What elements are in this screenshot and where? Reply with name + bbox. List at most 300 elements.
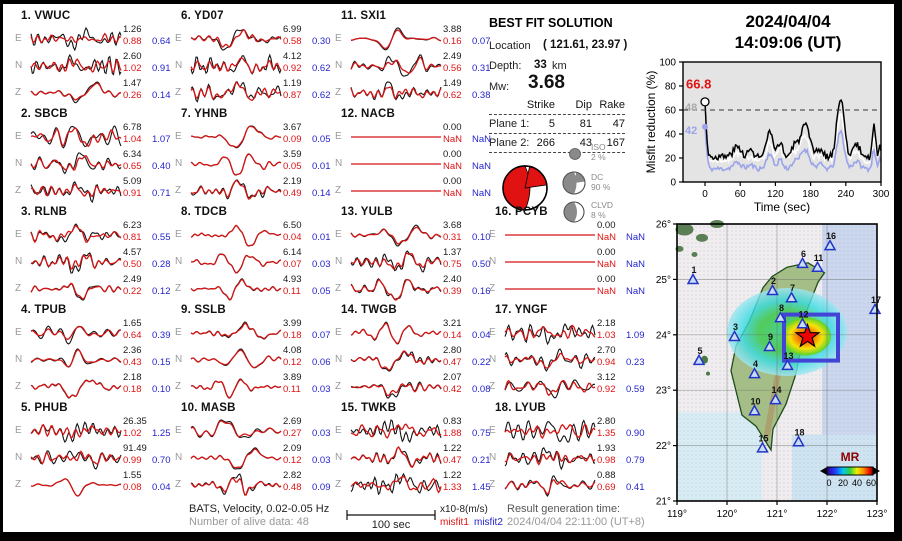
- component-label: Z: [15, 87, 22, 98]
- trace-row: [485, 418, 643, 445]
- trace-amplitude: 6.50: [283, 220, 302, 231]
- waveform-plot: [191, 472, 281, 498]
- trace-amplitude: 2.40: [443, 274, 462, 285]
- svg-text:21°: 21°: [655, 496, 671, 508]
- waveform-plot: [505, 249, 595, 275]
- trace-amplitude: 3.89: [283, 372, 302, 383]
- trace-row: [171, 320, 329, 347]
- trace-row: [331, 276, 489, 303]
- waveform-plot: [351, 53, 441, 79]
- misfit2-value: 0.55: [152, 231, 171, 243]
- best-fit-title: BEST FIT SOLUTION: [489, 16, 613, 30]
- svg-text:18: 18: [794, 427, 805, 438]
- misfit1-value: 0.07: [283, 258, 302, 270]
- trace-row: [11, 347, 169, 374]
- svg-text:20: 20: [664, 153, 676, 165]
- misfit1-value: 0.11: [283, 285, 301, 297]
- depth-value: 33: [534, 59, 547, 71]
- svg-text:121°: 121°: [766, 509, 788, 520]
- svg-text:0: 0: [702, 189, 708, 200]
- svg-text:5: 5: [697, 345, 703, 356]
- misfit2-value: NaN: [472, 160, 492, 172]
- misfit2-value: 0.08: [472, 383, 491, 395]
- station-panel: [331, 108, 492, 205]
- misfit2-value: 1.09: [626, 329, 645, 341]
- svg-text:10: 10: [750, 396, 761, 407]
- misfit2-value: 0.50: [472, 258, 491, 270]
- component-label: N: [335, 256, 343, 267]
- trace-amplitude: 2.49: [123, 274, 142, 285]
- svg-text:16: 16: [825, 231, 837, 242]
- misfit2-value: 0.21: [472, 454, 491, 466]
- misfit2-value: 0.05: [312, 285, 331, 297]
- misfit2-value: 0.16: [472, 285, 491, 297]
- station-map: [651, 214, 897, 526]
- svg-text:Time (sec): Time (sec): [753, 200, 811, 214]
- waveform-plot: [191, 347, 281, 373]
- misfit1-value: 0.92: [283, 62, 302, 74]
- misfit1-value: 1.33: [443, 481, 462, 493]
- misfit2-value: 0.28: [152, 258, 171, 270]
- misfit2-value: 0.03: [312, 383, 331, 395]
- waveform-plot: [351, 418, 441, 444]
- trace-row: [171, 418, 329, 445]
- waveform-plot: [191, 374, 281, 400]
- amplitude-units: x10-8(m/s): [440, 504, 488, 515]
- trace-row: [11, 418, 169, 445]
- table-header-dip: Dip: [575, 99, 592, 111]
- misfit1-value: NaN: [597, 231, 617, 243]
- misfit1-value: 0.65: [123, 160, 142, 172]
- component-label: N: [335, 452, 343, 463]
- misfit2-value: 1.07: [152, 133, 171, 145]
- misfit2-value: 0.59: [626, 383, 645, 395]
- misfit1-value: 0.18: [123, 383, 142, 395]
- trace-row: [11, 249, 169, 276]
- trace-amplitude: 4.12: [283, 51, 302, 62]
- waveform-plot: [351, 276, 441, 302]
- dc-ball-icon: [559, 168, 589, 198]
- waveform-plot: [191, 53, 281, 79]
- waveform-plot: [351, 374, 441, 400]
- waveform-plot: [351, 347, 441, 373]
- svg-text:12: 12: [798, 309, 809, 320]
- trace-row: [11, 26, 169, 53]
- misfit2-value: 0.40: [152, 160, 171, 172]
- plane2-label: Plane 2:: [489, 137, 530, 149]
- svg-text:11: 11: [813, 252, 824, 263]
- trace-amplitude: 3.68: [443, 220, 462, 231]
- table-header-strike: Strike: [526, 99, 555, 111]
- component-label: E: [175, 131, 182, 142]
- component-label: Z: [175, 185, 182, 196]
- waveform-plot: [31, 320, 121, 346]
- trace-amplitude: 2.19: [283, 176, 302, 187]
- station-panel: [485, 402, 643, 499]
- misfit1-value: 0.62: [443, 89, 462, 101]
- station-title: 3. RLNB: [21, 206, 68, 218]
- trace-row: [331, 26, 489, 53]
- station-title: 6. YD07: [181, 10, 224, 22]
- mw-label: Mw:: [489, 81, 510, 93]
- misfit1-value: 0.48: [283, 481, 302, 493]
- trace-amplitude: 0.00: [597, 220, 616, 231]
- waveform-plot: [31, 472, 121, 498]
- component-label: N: [15, 452, 23, 463]
- trace-amplitude: 1.65: [123, 318, 142, 329]
- trace-amplitude: 4.93: [283, 274, 302, 285]
- station-panel: [331, 206, 489, 303]
- waveform-plot: [31, 418, 121, 444]
- trace-row: [331, 374, 489, 401]
- trace-row: [11, 320, 169, 347]
- trace-amplitude: 91.49: [123, 443, 147, 454]
- trace-row: [331, 122, 492, 151]
- misfit1-value: 1.88: [443, 427, 462, 439]
- misfit2-value: 0.07: [312, 329, 331, 341]
- waveform-plot: [505, 445, 595, 471]
- component-label: Z: [489, 381, 496, 392]
- mw-value: 3.68: [528, 72, 565, 93]
- misfit1-value: 0.81: [123, 231, 142, 243]
- misfit2-value: 1.45: [472, 481, 491, 493]
- svg-text:20: 20: [837, 478, 849, 488]
- plane1-rake: 47: [612, 118, 625, 130]
- trace-row: [331, 53, 489, 80]
- misfit1-value: 0.98: [597, 454, 616, 466]
- svg-text:40: 40: [664, 129, 676, 141]
- svg-text:15: 15: [758, 433, 769, 444]
- misfit1-value: 0.18: [283, 329, 302, 341]
- component-label: E: [175, 33, 182, 44]
- misfit1-value: NaN: [443, 187, 463, 199]
- trace-row: [331, 472, 489, 499]
- waveform-plot: [31, 26, 121, 52]
- station-title: 12. NACB: [341, 108, 396, 120]
- trace-row: [11, 374, 169, 401]
- table-header-rake: Rake: [599, 99, 625, 111]
- trace-amplitude: 26.35: [123, 416, 147, 427]
- trace-amplitude: 1.55: [123, 470, 142, 481]
- trace-amplitude: 0.00: [597, 274, 616, 285]
- station-panel: [485, 304, 643, 401]
- station-title: 17. YNGF: [495, 304, 548, 316]
- plane1-label: Plane 1:: [489, 118, 530, 130]
- misfit1-value: NaN: [597, 258, 617, 270]
- station-panel: [331, 304, 489, 401]
- component-label: Z: [15, 381, 22, 392]
- misfit2-value: 0.90: [626, 427, 645, 439]
- svg-text:60: 60: [865, 478, 877, 488]
- waveform-plot: [31, 374, 121, 400]
- misfit2-value: 0.03: [312, 427, 331, 439]
- trace-amplitude: 0.83: [443, 416, 462, 427]
- misfit2-value: 0.22: [472, 356, 491, 368]
- component-label: Z: [15, 283, 22, 294]
- plane2-strike: 266: [536, 137, 555, 149]
- misfit1-value: 0.69: [597, 481, 616, 493]
- dc-label: DC: [591, 172, 604, 182]
- svg-text:66.8: 66.8: [686, 76, 712, 92]
- waveform-plot: [31, 53, 121, 79]
- misfit2-value: 0.75: [472, 427, 491, 439]
- trace-amplitude: 6.14: [283, 247, 302, 258]
- misfit1-value: 0.22: [123, 285, 142, 297]
- trace-row: [171, 80, 329, 107]
- misfit1-value: 0.56: [443, 62, 462, 74]
- svg-text:120: 120: [767, 189, 784, 200]
- svg-text:180: 180: [802, 189, 819, 200]
- misfit2-value: 0.09: [312, 481, 331, 493]
- svg-text:119°: 119°: [667, 509, 687, 520]
- trace-amplitude: 2.07: [443, 372, 462, 383]
- trace-amplitude: 1.26: [123, 24, 142, 35]
- waveform-plot: [351, 472, 441, 498]
- waveform-plot: [31, 124, 121, 150]
- colorbar-title: MR: [840, 450, 860, 464]
- component-label: N: [335, 60, 343, 71]
- component-label: Z: [15, 185, 22, 196]
- trace-row: [331, 149, 492, 178]
- misfit1-value: 1.04: [123, 133, 142, 145]
- trace-row: [171, 151, 329, 178]
- misfit1-value: 0.11: [283, 383, 301, 395]
- trace-amplitude: 2.60: [123, 51, 142, 62]
- station-title: 13. YULB: [341, 206, 393, 218]
- misfit1-value: 0.75: [443, 258, 462, 270]
- trace-amplitude: 0.88: [597, 470, 616, 481]
- svg-text:300: 300: [872, 189, 890, 200]
- trace-row: [171, 347, 329, 374]
- svg-text:24°: 24°: [655, 330, 671, 342]
- misfit2-value: 0.07: [472, 35, 491, 47]
- component-label: E: [15, 33, 22, 44]
- iso-pct: 2 %: [591, 152, 606, 162]
- misfit2-value: NaN: [626, 258, 646, 270]
- trace-row: [331, 418, 489, 445]
- misfit1-value: 0.47: [443, 356, 462, 368]
- depth-label: Depth:: [489, 60, 522, 72]
- waveform-plot: [191, 445, 281, 471]
- waveform-plot: [351, 222, 441, 248]
- trace-row: [11, 178, 169, 205]
- misfit2-value: 0.38: [472, 89, 491, 101]
- station-title: 2. SBCB: [21, 108, 68, 120]
- waveform-plot: [505, 472, 595, 498]
- misfit2-value: 0.15: [152, 356, 171, 368]
- station-panel: [11, 10, 169, 107]
- station-title: 5. PHUB: [21, 402, 68, 414]
- svg-text:7: 7: [789, 283, 796, 294]
- station-title: 9. SSLB: [181, 304, 226, 316]
- misfit1-legend: misfit1: [440, 517, 469, 528]
- component-label: N: [175, 158, 183, 169]
- station-title: 7. YHNB: [181, 108, 228, 120]
- trace-row: [331, 347, 489, 374]
- component-label: N: [489, 452, 497, 463]
- station-title: 14. TWGB: [341, 304, 397, 316]
- trace-row: [485, 220, 646, 249]
- component-label: E: [335, 33, 342, 44]
- misfit2-value: 0.23: [626, 356, 645, 368]
- trace-row: [171, 276, 329, 303]
- svg-text:23°: 23°: [655, 385, 671, 397]
- misfit1-value: 1.35: [597, 427, 616, 439]
- component-label: E: [335, 425, 342, 436]
- misfit1-value: 0.64: [123, 329, 142, 341]
- misfit1-value: 0.14: [443, 329, 462, 341]
- component-label: N: [15, 256, 23, 267]
- trace-amplitude: 6.78: [123, 122, 142, 133]
- misfit1-value: 1.03: [597, 329, 616, 341]
- location-label: Location: [489, 40, 531, 52]
- component-label: Z: [335, 479, 342, 490]
- component-label: E: [489, 229, 496, 240]
- waveform-plot: [191, 276, 281, 302]
- misfit2-value: 0.79: [626, 454, 645, 466]
- component-label: N: [15, 354, 23, 365]
- depth-unit: km: [552, 60, 567, 72]
- component-label: Z: [175, 283, 182, 294]
- station-title: 8. TDCB: [181, 206, 228, 218]
- trace-row: [11, 276, 169, 303]
- station-panel: [171, 304, 329, 401]
- component-label: Z: [175, 381, 182, 392]
- misfit1-value: 0.99: [123, 454, 142, 466]
- waveform-plot: [351, 249, 441, 275]
- svg-text:0: 0: [670, 177, 676, 189]
- station-panel: [11, 304, 169, 401]
- misfit1-value: 0.87: [283, 89, 302, 101]
- misfit2-value: 0.01: [312, 231, 331, 243]
- waveform-plot: [31, 222, 121, 248]
- trace-amplitude: 2.36: [123, 345, 142, 356]
- misfit2-value: NaN: [626, 231, 646, 243]
- trace-amplitude: 2.09: [283, 443, 302, 454]
- trace-row: [11, 124, 169, 151]
- trace-amplitude: 2.49: [443, 51, 462, 62]
- trace-row: [171, 249, 329, 276]
- waveform-plot: [191, 124, 281, 150]
- misfit1-value: NaN: [443, 160, 463, 172]
- component-label: N: [489, 354, 497, 365]
- misfit2-legend: misfit2: [474, 517, 503, 528]
- misfit2-value: 0.14: [312, 187, 331, 199]
- component-label: Z: [489, 283, 496, 294]
- station-title: 18. LYUB: [495, 402, 547, 414]
- trace-amplitude: 2.18: [597, 318, 616, 329]
- station-panel: [11, 108, 169, 205]
- misfit1-value: NaN: [597, 285, 617, 297]
- component-label: N: [175, 452, 183, 463]
- trace-row: [485, 445, 643, 472]
- svg-text:14: 14: [771, 385, 782, 396]
- svg-text:2: 2: [770, 276, 777, 287]
- waveform-plot: [31, 178, 121, 204]
- component-label: Z: [335, 381, 342, 392]
- trace-row: [171, 26, 329, 53]
- trace-amplitude: 3.88: [443, 24, 462, 35]
- component-label: Z: [175, 479, 182, 490]
- svg-text:42: 42: [685, 125, 698, 137]
- waveform-plot: [351, 151, 441, 177]
- trace-row: [11, 222, 169, 249]
- misfit2-value: 0.05: [312, 133, 331, 145]
- trace-amplitude: 1.22: [443, 470, 462, 481]
- trace-amplitude: 3.12: [597, 372, 616, 383]
- trace-row: [331, 176, 492, 205]
- component-label: Z: [489, 479, 496, 490]
- component-label: N: [175, 60, 183, 71]
- station-panel: [171, 10, 329, 107]
- misfit2-value: 1.25: [152, 427, 171, 439]
- svg-text:0: 0: [826, 478, 832, 488]
- table-rule: [489, 133, 625, 134]
- trace-amplitude: 2.80: [597, 416, 616, 427]
- filter-info: BATS, Velocity, 0.02-0.05 Hz: [189, 503, 330, 515]
- component-label: N: [15, 158, 23, 169]
- trace-row: [11, 445, 169, 472]
- svg-text:17: 17: [870, 294, 882, 305]
- misfit1-value: 0.92: [597, 383, 616, 395]
- trace-row: [485, 472, 643, 499]
- plane2-rake: 167: [606, 137, 625, 149]
- trace-row: [11, 80, 169, 107]
- misfit2-value: 0.14: [152, 89, 171, 101]
- station-panel: [11, 402, 169, 499]
- component-label: N: [175, 256, 183, 267]
- component-label: N: [335, 158, 343, 169]
- misfit2-value: 0.06: [312, 356, 331, 368]
- event-date: 2024/04/04: [745, 12, 831, 31]
- trace-amplitude: 3.67: [283, 122, 302, 133]
- waveform-plot: [351, 320, 441, 346]
- plane1-dip: 81: [579, 118, 592, 130]
- station-title: 4. TPUB: [21, 304, 67, 316]
- svg-text:Misfit reduction (%): Misfit reduction (%): [644, 70, 658, 174]
- waveform-plot: [505, 374, 595, 400]
- misfit2-value: 0.64: [152, 35, 171, 47]
- waveform-plot: [351, 124, 441, 150]
- seismic-report-canvas: [3, 4, 894, 532]
- trace-row: [485, 274, 646, 303]
- misfit2-value: 0.62: [312, 89, 331, 101]
- plane2-dip: 43: [579, 137, 592, 149]
- misfit1-value: 0.39: [443, 285, 462, 297]
- misfit1-value: 0.43: [123, 356, 142, 368]
- misfit2-value: 0.31: [472, 62, 491, 74]
- misfit1-value: 0.12: [283, 454, 302, 466]
- station-panel: [485, 206, 646, 303]
- misfit2-value: NaN: [626, 285, 646, 297]
- waveform-plot: [191, 418, 281, 444]
- iso-label: ISO: [591, 142, 606, 152]
- svg-text:8: 8: [778, 303, 785, 314]
- trace-amplitude: 2.18: [123, 372, 142, 383]
- waveform-plot: [351, 445, 441, 471]
- component-label: E: [335, 131, 342, 142]
- waveform-plot: [191, 80, 281, 106]
- svg-text:100: 100: [659, 57, 676, 69]
- waveform-plot: [191, 26, 281, 52]
- trace-amplitude: 6.23: [123, 220, 142, 231]
- trace-amplitude: 1.37: [443, 247, 462, 258]
- component-label: N: [15, 60, 23, 71]
- svg-text:40: 40: [851, 478, 863, 488]
- station-title: 15. TWKB: [341, 402, 397, 414]
- trace-row: [171, 472, 329, 499]
- waveform-plot: [505, 320, 595, 346]
